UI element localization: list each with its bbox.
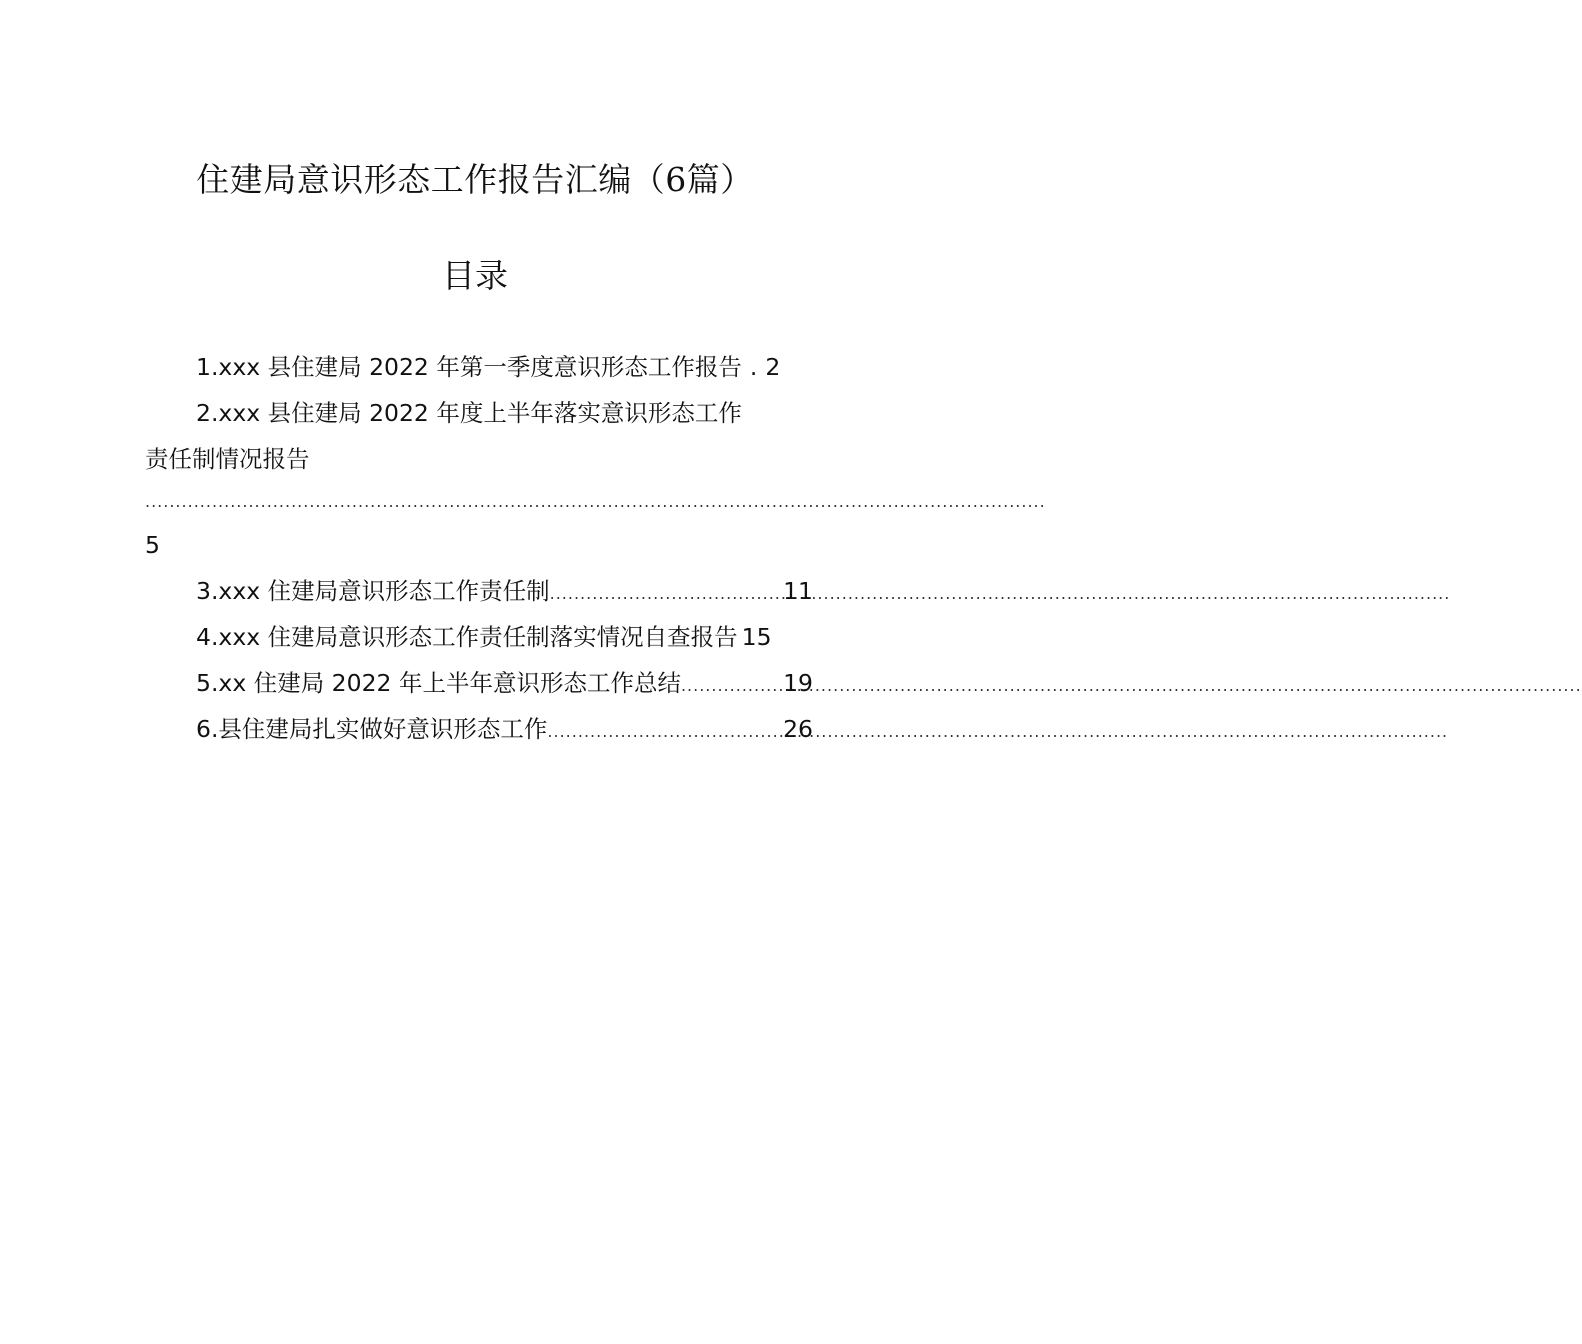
toc-leader-dot: . [749,353,758,381]
toc-entry-4[interactable] [145,614,813,660]
toc-entry-title: 5.xx 住建局 2022 年上半年意识形态工作总结 [196,669,681,697]
toc-entry-page: 19 [783,669,813,697]
toc-entry-page: 15 [741,623,772,651]
toc-entry-title: 4.xxx 住建局意识形态工作责任制落实情况自查报告 [196,623,738,651]
toc-entry-title: 6.县住建局扎实做好意识形态工作 [196,715,548,743]
toc-entry-title: 1.xxx 县住建局 2022 年第一季度意识形态工作报告 [196,353,742,381]
toc-entry-title-line2: 责任制情况报告 [145,445,310,473]
toc-entry-2[interactable] [145,390,813,568]
toc-entry-3[interactable] [145,568,813,614]
toc-leader [550,571,781,617]
document-title: 住建局意识形态工作报告汇编（6篇） [196,160,754,199]
toc-leader [681,663,781,709]
toc-leader [145,482,793,522]
toc-entry-6[interactable] [145,706,813,752]
toc-leader [547,709,781,755]
table-of-contents [145,344,813,752]
toc-entry-page: 2 [765,353,781,381]
toc-entry-page: 11 [783,577,813,605]
toc-entry-title-line1: 2.xxx 县住建局 2022 年度上半年落实意识形态工作 [196,399,742,427]
toc-entry-title: 3.xxx 住建局意识形态工作责任制 [196,577,550,605]
toc-entry-page: 26 [783,715,813,743]
toc-entry-1[interactable] [145,344,813,390]
toc-entry-5[interactable] [145,660,813,706]
toc-entry-page: 5 [145,531,160,559]
toc-heading: 目录 [442,256,508,295]
